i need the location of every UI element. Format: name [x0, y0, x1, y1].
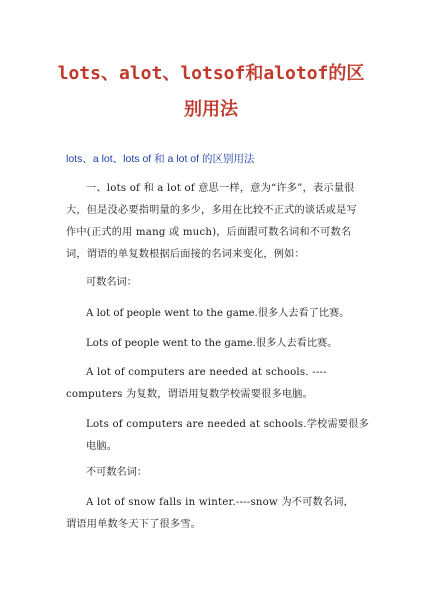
example-5: A lot of snow falls in winter.----snow 为不可数名词，谓语用单数冬天下了很多雪。 — [66, 497, 355, 530]
example-1: A lot of people went to the game.很多人去看了比赛。 — [86, 308, 350, 319]
uncountable-label: 不可数名词： — [86, 467, 148, 478]
example-3: A lot of computers are needed at schools. ---- computers 为复数，谓语用复数学校需要很多电脑。 — [66, 367, 327, 400]
example-4: Lots of computers are needed at schools.学校需要很多电脑。 — [86, 419, 369, 452]
intro-paragraph: 一、lots of 和 a lot of 意思一样，意为“许多”，表示量很大，但是没必要指明量的多少，多用在比较不正式的谈话或是写作中(正式的用 mang 或 much)，后面跟可数名词和不可数名词，谓语的单复数根据后面接的名词来变化，例如： — [66, 183, 357, 260]
countable-label: 可数名词： — [86, 277, 137, 288]
section-heading: lots、a lot、lots of 和 a lot of 的区别用法 — [66, 153, 255, 165]
example-2: Lots of people went to the game.很多人去看比赛。 — [86, 338, 338, 349]
document-title: lots、alot、lotsof和alotof的区别用法 — [57, 63, 365, 120]
